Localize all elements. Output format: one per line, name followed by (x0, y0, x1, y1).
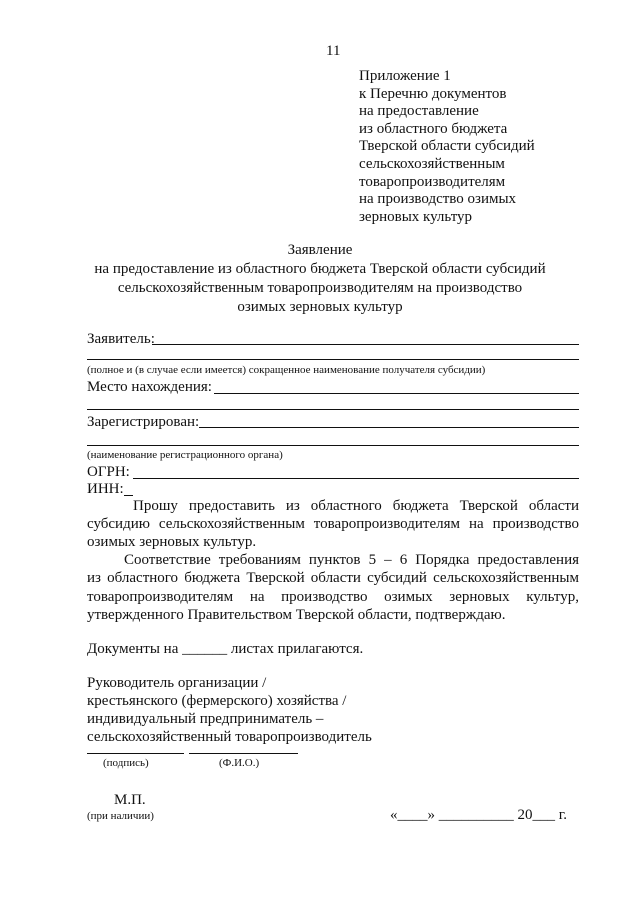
appendix-line: на предоставление (359, 103, 479, 120)
inn-field[interactable] (124, 495, 133, 496)
appendix-block (359, 67, 535, 225)
title-line: озимых зерновых культур (237, 299, 403, 315)
head-line: Руководитель организации / (87, 675, 267, 691)
registered-field[interactable] (199, 427, 579, 428)
applicant-field-line-2[interactable] (87, 359, 579, 360)
registered-label: Зарегистрирован: (87, 414, 200, 430)
appendix-line: товаропроизводителям (359, 173, 506, 190)
appendix-line: сельскохозяйственным (359, 155, 505, 172)
head-line: индивидуальный предприниматель – (87, 711, 324, 727)
ogrn-label: ОГРН: (87, 464, 130, 480)
title-line: Заявление (287, 242, 353, 258)
appendix-line: зерновых культур (359, 208, 473, 225)
registered-field-line-2[interactable] (87, 445, 579, 446)
applicant-field[interactable] (152, 344, 579, 345)
appendix-line: к Перечню документов (359, 85, 507, 102)
compliance-line-2: из областного бюджета Тверской области субсидий сельскохозяйственным (87, 570, 579, 586)
head-line: сельскохозяйственный товаропроизводитель (87, 729, 372, 745)
registered-note: (наименование регистрационного органа) (87, 449, 283, 461)
name-field[interactable] (189, 753, 298, 754)
location-field[interactable] (214, 393, 579, 394)
applicant-label: Заявитель: (87, 331, 155, 347)
date-line: «____» __________ 20___ г. (390, 807, 567, 823)
appendix-line: Тверской области субсидий (359, 138, 535, 155)
compliance-line-1: Соответствие требованиям пунктов 5 – 6 Порядка предоставления (124, 552, 579, 568)
request-line-1: Прошу предоставить из областного бюджета Тверской области (133, 498, 579, 514)
appendix-line: на производство озимых (359, 191, 517, 208)
appendix-line: Приложение 1 (359, 68, 451, 84)
signature-field[interactable] (87, 753, 184, 754)
applicant-note: (полное и (в случае если имеется) сокращенное наименование получателя субсидии) (87, 364, 486, 376)
location-label: Место нахождения: (87, 379, 212, 395)
name-label: (Ф.И.О.) (219, 757, 260, 769)
documents-attached: Документы на ______ листах прилагаются. (87, 641, 364, 657)
seal-label: М.П. (114, 792, 146, 808)
inn-label: ИНН: (87, 481, 124, 497)
head-block (87, 674, 372, 746)
page-number: 11 (326, 43, 341, 59)
signature-label: (подпись) (103, 757, 149, 769)
document-title (60, 241, 580, 317)
appendix-line: из областного бюджета (359, 120, 508, 137)
title-line: на предоставление из областного бюджета Тверской области субсидий (94, 261, 546, 277)
seal-note: (при наличии) (87, 810, 154, 822)
title-line: сельскохозяйственным товаропроизводителям на производство (117, 280, 523, 296)
request-line-3: озимых зерновых культур. (87, 534, 257, 550)
ogrn-field[interactable] (133, 478, 579, 479)
location-field-line-2[interactable] (87, 409, 579, 410)
request-line-2: субсидию сельскохозяйственным товаропроизводителям на производство (87, 516, 579, 532)
compliance-line-3: товаропроизводителям на производство озимых зерновых культур, (87, 589, 579, 605)
compliance-line-4: утвержденного Правительством Тверской области, подтверждаю. (87, 607, 506, 623)
head-line: крестьянского (фермерского) хозяйства / (87, 693, 347, 709)
